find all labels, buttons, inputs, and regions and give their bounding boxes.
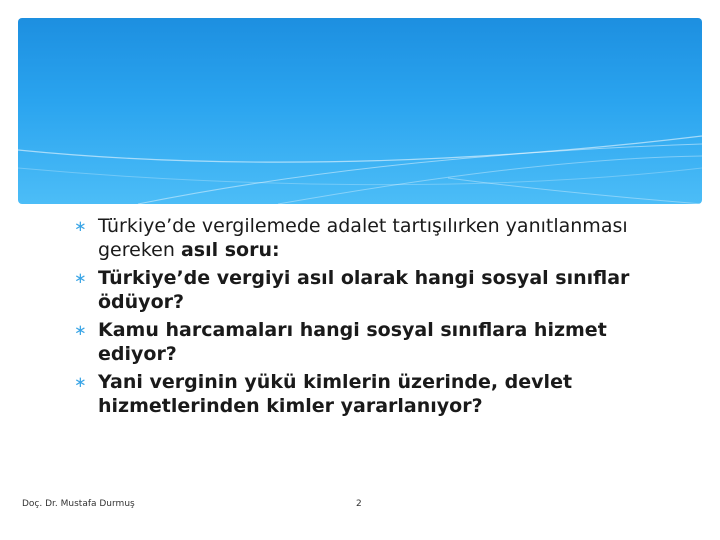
bullet-bold-text: Türkiye’de vergiyi asıl olarak hangi sosyal sınıflar ödüyor? [98, 267, 630, 313]
page-number: 2 [356, 499, 362, 509]
bullet-item [74, 370, 674, 418]
asterisk-bullet-icon: ∗ [74, 269, 87, 287]
asterisk-bullet-icon: ∗ [74, 373, 87, 391]
bullet-bold-text: asıl soru: [180, 239, 280, 261]
bullet-item [74, 214, 674, 262]
asterisk-bullet-icon: ∗ [74, 321, 87, 339]
header-banner [18, 18, 702, 204]
bullet-list [74, 214, 674, 422]
bullet-bold-text: Kamu harcamaları hangi sosyal sınıflara hizmet ediyor? [98, 319, 607, 365]
banner-wave-lines [18, 18, 702, 204]
bullet-item [74, 266, 674, 314]
bullet-text: Türkiye’de vergilemede adalet tartışılırken yanıtlanması gereken [98, 215, 628, 261]
bullet-item [74, 318, 674, 366]
bullet-bold-text: Yani verginin yükü kimlerin üzerinde, devlet hizmetlerinden kimler yararlanıyor? [98, 371, 573, 417]
asterisk-bullet-icon: ∗ [74, 217, 87, 235]
footer-author: Doç. Dr. Mustafa Durmuş [22, 499, 135, 509]
